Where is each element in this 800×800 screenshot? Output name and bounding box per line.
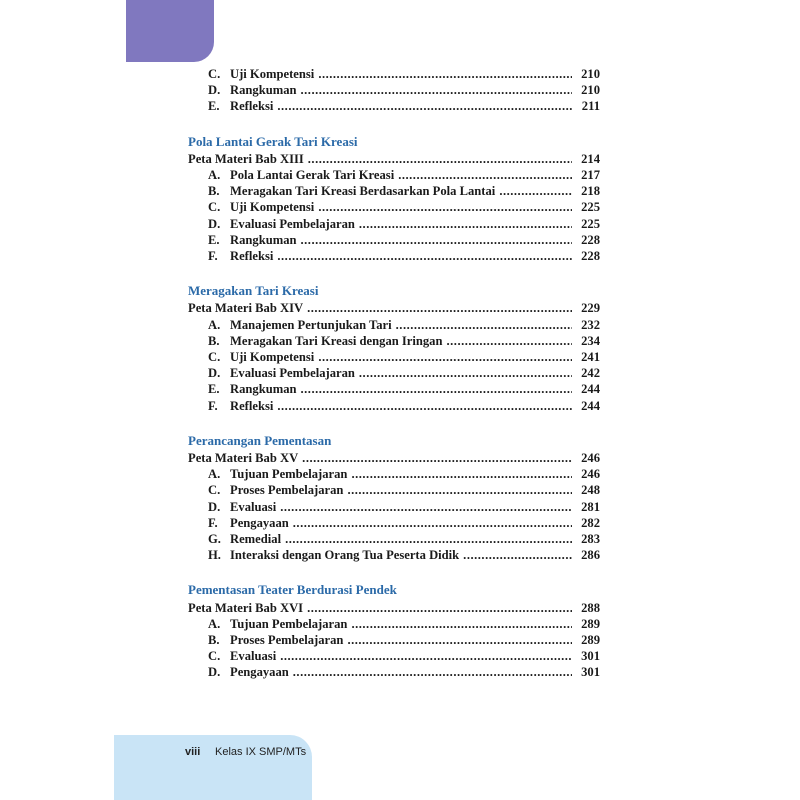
toc-entry-letter: B. [208, 333, 220, 348]
toc-section-title: Perancangan Pementasan [188, 432, 332, 448]
toc-page-number: 241 [581, 350, 600, 364]
toc-entry-letter: C. [208, 67, 221, 81]
toc-entry-row [188, 317, 600, 333]
toc-entry-title: Proses Pembelajaran [230, 483, 344, 498]
toc-dot-leader [463, 547, 572, 563]
toc-entry-title: Proses Pembelajaran [230, 633, 344, 647]
toc-entry-letter: C. [208, 200, 221, 215]
toc-entry-title: Manajemen Pertunjukan Tari [230, 317, 392, 332]
toc-page-number: 282 [581, 515, 600, 530]
toc-entry-row [188, 232, 600, 248]
toc-entry-row [188, 664, 600, 680]
toc-peta-title: Peta Materi Bab XV [188, 451, 299, 465]
toc-entry-letter: A. [208, 168, 221, 182]
toc-dot-leader [396, 317, 572, 333]
toc-section-title: Pementasan Teater Berdurasi Pendek [188, 582, 397, 598]
toc-entry-row [188, 365, 600, 381]
toc-entry-row [188, 349, 600, 365]
toc-entry-row [188, 333, 600, 349]
toc-dot-leader [307, 300, 572, 316]
toc-page-number: 288 [581, 600, 600, 615]
toc-page-number: 246 [581, 451, 600, 465]
toc-peta-row [188, 151, 600, 167]
toc-dot-leader [277, 98, 572, 114]
toc-entry-row [188, 66, 600, 82]
toc-dot-leader [285, 531, 572, 547]
toc-entry-letter: H. [208, 548, 221, 563]
toc-entry-letter: E. [208, 382, 220, 397]
toc-section-title: Pola Lantai Gerak Tari Kreasi [188, 133, 358, 149]
toc-entry-letter: F. [208, 515, 218, 530]
toc-entry-title: Tujuan Pembelajaran [230, 467, 348, 482]
toc-page-number: 217 [581, 168, 600, 182]
toc-page-number: 232 [581, 317, 600, 332]
toc-peta-title: Peta Materi Bab XIII [188, 151, 304, 166]
toc-entry-title: Rangkuman [230, 232, 297, 247]
toc-entry-letter: A. [208, 317, 221, 332]
toc-entry-letter: C. [208, 649, 221, 664]
toc-dot-leader [318, 349, 572, 365]
toc-entry-title: Meragakan Tari Kreasi dengan Iringan [230, 333, 443, 348]
toc-entry-title: Uji Kompetensi [230, 200, 315, 215]
toc-entry-letter: D. [208, 665, 221, 680]
toc-entry-row [188, 499, 600, 515]
toc-page-number: 283 [581, 532, 600, 546]
toc-entry-row [188, 398, 600, 414]
toc-page-number: 246 [581, 467, 600, 482]
toc-entry-title: Pengayaan [230, 665, 289, 680]
toc-entry-row [188, 98, 600, 114]
toc-entry-title: Evaluasi Pembelajaran [230, 216, 355, 231]
toc-dot-leader [499, 183, 572, 199]
toc-entry-title: Refleksi [230, 249, 274, 263]
toc-dot-leader [301, 82, 573, 98]
toc-entry-row [188, 482, 600, 498]
toc-dot-leader [359, 365, 572, 381]
toc-entry-title: Uji Kompetensi [230, 350, 315, 364]
toc-entry-title: Pengayaan [230, 515, 289, 530]
toc-dot-leader [307, 600, 572, 616]
toc-entry-row [188, 216, 600, 232]
toc-page-number: 301 [581, 665, 600, 680]
toc-dot-leader [318, 66, 572, 82]
toc-page-number: 248 [581, 483, 600, 498]
toc-dot-leader [280, 499, 572, 515]
toc-peta-row [188, 300, 600, 316]
toc-dot-leader [398, 167, 572, 183]
toc-entry-letter: C. [208, 350, 221, 364]
toc-entry-letter: D. [208, 83, 221, 98]
toc-dot-leader [293, 515, 572, 531]
toc-page-number: 229 [581, 301, 600, 316]
toc-entry-row [188, 616, 600, 632]
toc-page-number: 210 [581, 67, 600, 81]
toc-page-number: 210 [581, 83, 600, 98]
toc-dot-leader [280, 648, 572, 664]
toc-dot-leader [351, 466, 572, 482]
toc-entry-title: Uji Kompetensi [230, 67, 315, 81]
toc-entry-row [188, 248, 600, 264]
toc-entry-letter: F. [208, 398, 218, 413]
toc-page-number: 286 [581, 548, 600, 563]
toc-peta-title: Peta Materi Bab XVI [188, 600, 304, 615]
toc-dot-leader [308, 151, 572, 167]
toc-section-title: Meragakan Tari Kreasi [188, 283, 319, 299]
footer-page-number: viii [185, 746, 201, 758]
toc-page-number: 228 [581, 232, 600, 247]
toc-entry-title: Meragakan Tari Kreasi Berdasarkan Pola Lantai [230, 184, 496, 199]
toc-page-number: 244 [581, 398, 600, 413]
toc-dot-leader [277, 398, 572, 414]
toc-entry-title: Remedial [230, 532, 282, 546]
toc-entry-letter: C. [208, 483, 221, 498]
toc-entry-row [188, 531, 600, 547]
toc-peta-row [188, 600, 600, 616]
toc-page-number: 225 [581, 200, 600, 215]
toc-entry-row [188, 199, 600, 215]
toc-peta-title: Peta Materi Bab XIV [188, 301, 304, 316]
toc-page-number: 214 [581, 151, 600, 166]
toc-entry-title: Refleksi [230, 398, 274, 413]
toc-entry-letter: B. [208, 184, 220, 199]
toc-page-number: 242 [581, 366, 600, 381]
toc-entry-row [188, 183, 600, 199]
toc-page-number: 225 [581, 216, 600, 231]
toc-dot-leader [447, 333, 573, 349]
toc-entry-title: Interaksi dengan Orang Tua Peserta Didik [230, 548, 460, 563]
toc-entry-row [188, 632, 600, 648]
toc-entry-letter: E. [208, 232, 220, 247]
toc-entry-row [188, 167, 600, 183]
toc-dot-leader [347, 632, 572, 648]
toc-dot-leader [351, 616, 572, 632]
toc-entry-title: Rangkuman [230, 382, 297, 397]
toc-entry-letter: D. [208, 216, 221, 231]
toc-entry-title: Refleksi [230, 99, 274, 114]
footer-book-title: Kelas IX SMP/MTs [215, 746, 307, 758]
toc-dot-leader [301, 381, 573, 397]
toc-page-number: 211 [581, 99, 600, 114]
toc-entry-letter: E. [208, 99, 220, 114]
toc-entry-letter: D. [208, 366, 221, 381]
toc-page-number: 289 [581, 616, 600, 631]
toc-page-number: 228 [581, 249, 600, 263]
toc-entry-letter: F. [208, 249, 218, 263]
toc-entry-letter: A. [208, 616, 221, 631]
toc-entry-letter: D. [208, 499, 221, 514]
toc-entry-row [188, 648, 600, 664]
toc-page-number: 244 [581, 382, 600, 397]
toc-peta-row [188, 450, 600, 466]
toc-entry-row [188, 547, 600, 563]
toc-entry-row [188, 515, 600, 531]
toc-entry-letter: G. [208, 532, 221, 546]
toc-entry-title: Evaluasi [230, 649, 277, 664]
toc-entry-row [188, 82, 600, 98]
toc-entry-title: Evaluasi [230, 499, 277, 514]
toc-entry-title: Rangkuman [230, 83, 297, 98]
toc-dot-leader [302, 450, 572, 466]
toc-page-number: 234 [581, 333, 600, 348]
toc-page-number: 281 [581, 499, 600, 514]
toc-entry-title: Tujuan Pembelajaran [230, 616, 348, 631]
toc-dot-leader [301, 232, 573, 248]
toc-dot-leader [293, 664, 572, 680]
toc-entry-row [188, 381, 600, 397]
toc-dot-leader [277, 248, 572, 264]
corner-tab-decoration [126, 0, 214, 62]
toc-page-number: 218 [581, 184, 600, 199]
footer-band [114, 735, 312, 800]
toc-entry-letter: B. [208, 633, 220, 647]
toc-page-number: 301 [581, 649, 600, 664]
toc-entry-row [188, 466, 600, 482]
toc-dot-leader [359, 216, 572, 232]
toc-entry-title: Pola Lantai Gerak Tari Kreasi [230, 168, 395, 182]
toc-dot-leader [318, 199, 572, 215]
toc-page-number: 289 [581, 633, 600, 647]
toc-entry-letter: A. [208, 467, 221, 482]
toc-dot-leader [347, 482, 572, 498]
toc-entry-title: Evaluasi Pembelajaran [230, 366, 355, 381]
